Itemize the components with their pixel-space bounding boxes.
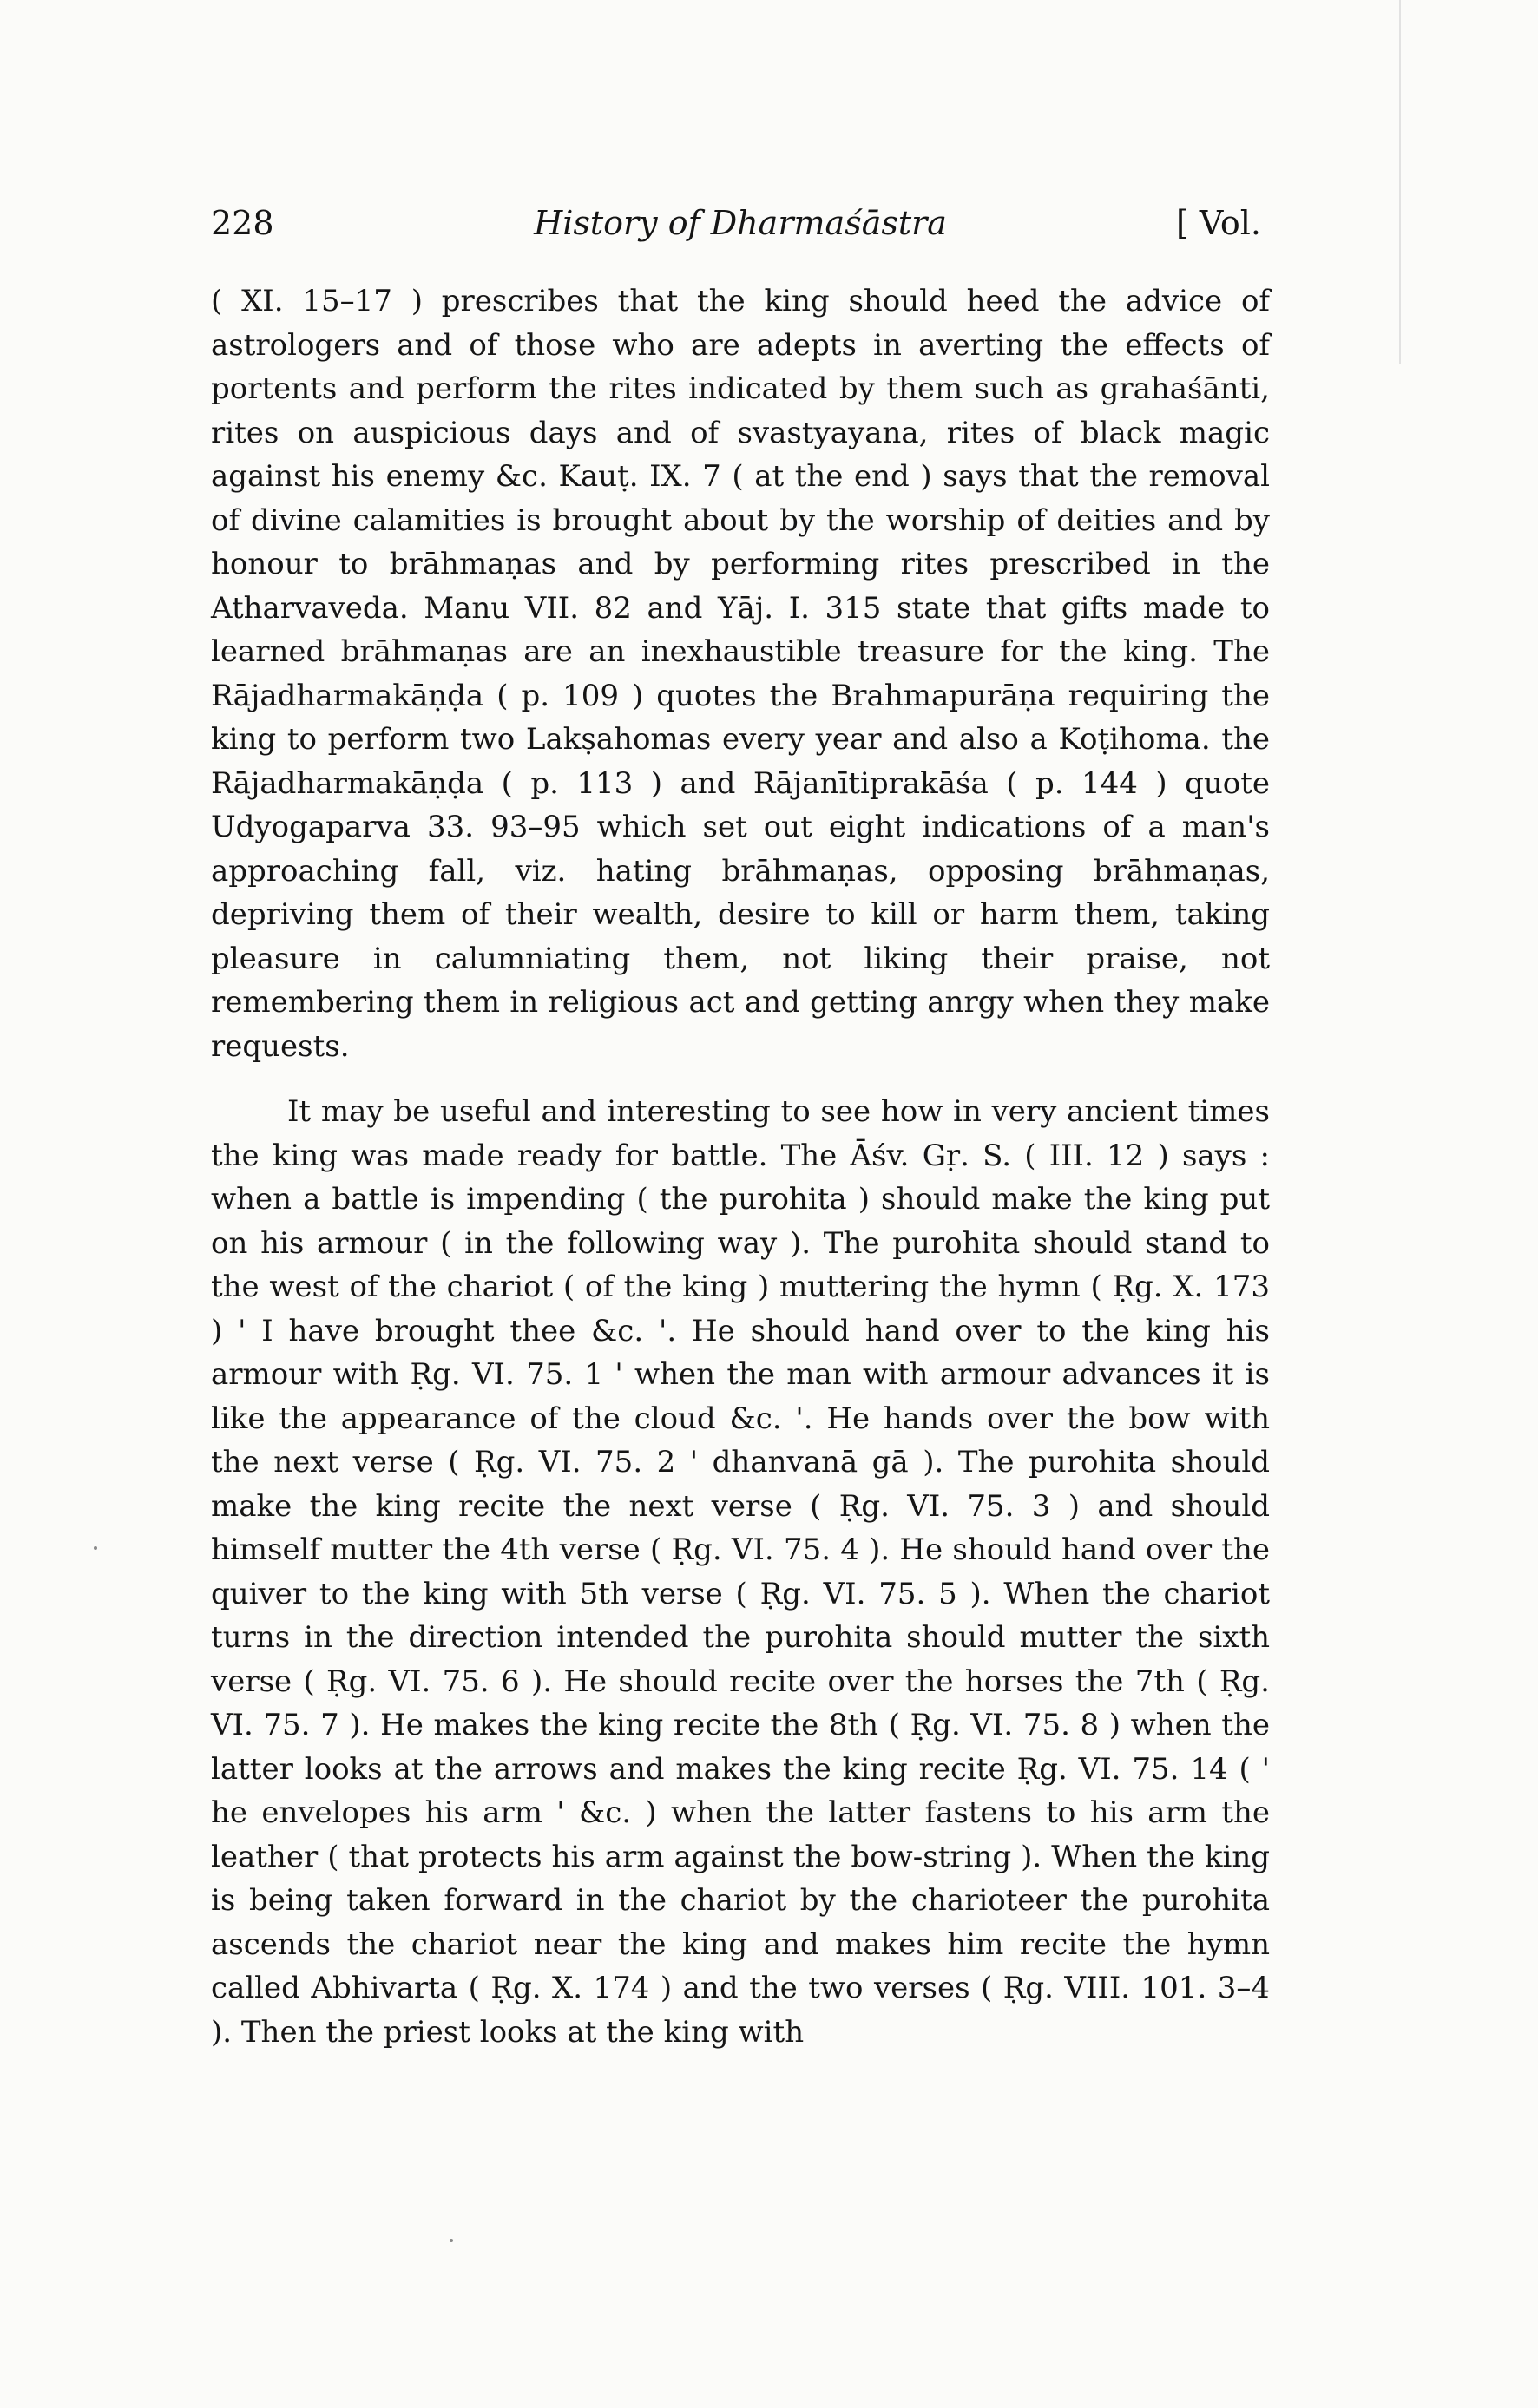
scan-edge-line — [1399, 0, 1401, 364]
page-number: 228 — [211, 204, 274, 242]
volume-mark: [ Vol. — [1176, 204, 1261, 242]
page-header — [211, 201, 1270, 245]
paragraph: ( XI. 15–17 ) prescribes that the king should heed the advice of astrologers and of those who are adepts in averting the effects of portents and perform the rites indicated by them such as grahaśānti, rites on auspicious days and of svastyayana, rites of black magic against his enemy &c. Kauṭ. IX. 7 ( at the end ) says that the removal of divine calamities is brought about by the worship of deities and by honour to brāhmaṇas and by performing rites prescribed in the Atharvaveda. Manu VII. 82 and Yāj. I. 315 state that gifts made to learned brāhmaṇas are an inexhaustible treasure for the king. The Rājadharmakāṇḍa ( p. 109 ) quotes the Brahmapurāṇa requiring the king to perform two Lakṣahomas every year and also a Koṭihoma. the Rājadharmakāṇḍa ( p. 113 ) and Rājanītiprakāśa ( p. 144 ) quote Udyogaparva 33. 93–95 which set out eight indications of a man's approaching fall, viz. hating brāhmaṇas, opposing brāhmaṇas, depriving them of their wealth, desire to kill or harm them, taking pleasure in calumniating them, not liking their praise, not remembering them in religious act and getting anrgy when they make requests. — [211, 284, 1270, 1064]
paragraph: It may be useful and interesting to see how in very ancient times the king was made ready for battle. The Āśv. Gṛ. S. ( III. 12 ) says : when a battle is impending ( the purohita ) should make the king put on his armour ( in the following way ). The purohita should stand to the west of the chariot ( of the king ) muttering the hymn ( Ṛg. X. 173 ) ' I have brought thee &c. '. He should hand over to the king his armour with Ṛg. VI. 75. 1 ' when the man with armour advances it is like the appearance of the cloud &c. '. He hands over the bow with the next verse ( Ṛg. VI. 75. 2 ' dhanvanā gā ). The purohita should make the king recite the next verse ( Ṛg. VI. 75. 3 ) and should himself mutter the 4th verse ( Ṛg. VI. 75. 4 ). He should hand over the quiver to the king with 5th verse ( Ṛg. VI. 75. 5 ). When the chariot turns in the direction intended the purohita should mutter the sixth verse ( Ṛg. VI. 75. 6 ). He should recite over the horses the 7th ( Ṛg. VI. 75. 7 ). He makes the king recite the 8th ( Ṛg. VI. 75. 8 ) when the latter looks at the arrows and makes the king recite Ṛg. VI. 75. 14 ( ' he envelopes his arm ' &c. ) when the latter fastens to his arm the leather ( that protects his arm against the bow-string ). When the king is being taken forward in the chariot by the charioteer the purohita ascends the chariot near the king and makes him recite the hymn called Abhivarta ( Ṛg. X. 174 ) and the two verses ( Ṛg. VIII. 101. 3–4 ). Then the priest looks at the king with — [211, 1094, 1270, 2050]
scan-speck — [94, 1546, 97, 1550]
body-text — [211, 279, 1270, 2054]
running-title: History of Dharmaśāstra — [534, 204, 947, 242]
scan-speck — [450, 2239, 453, 2242]
